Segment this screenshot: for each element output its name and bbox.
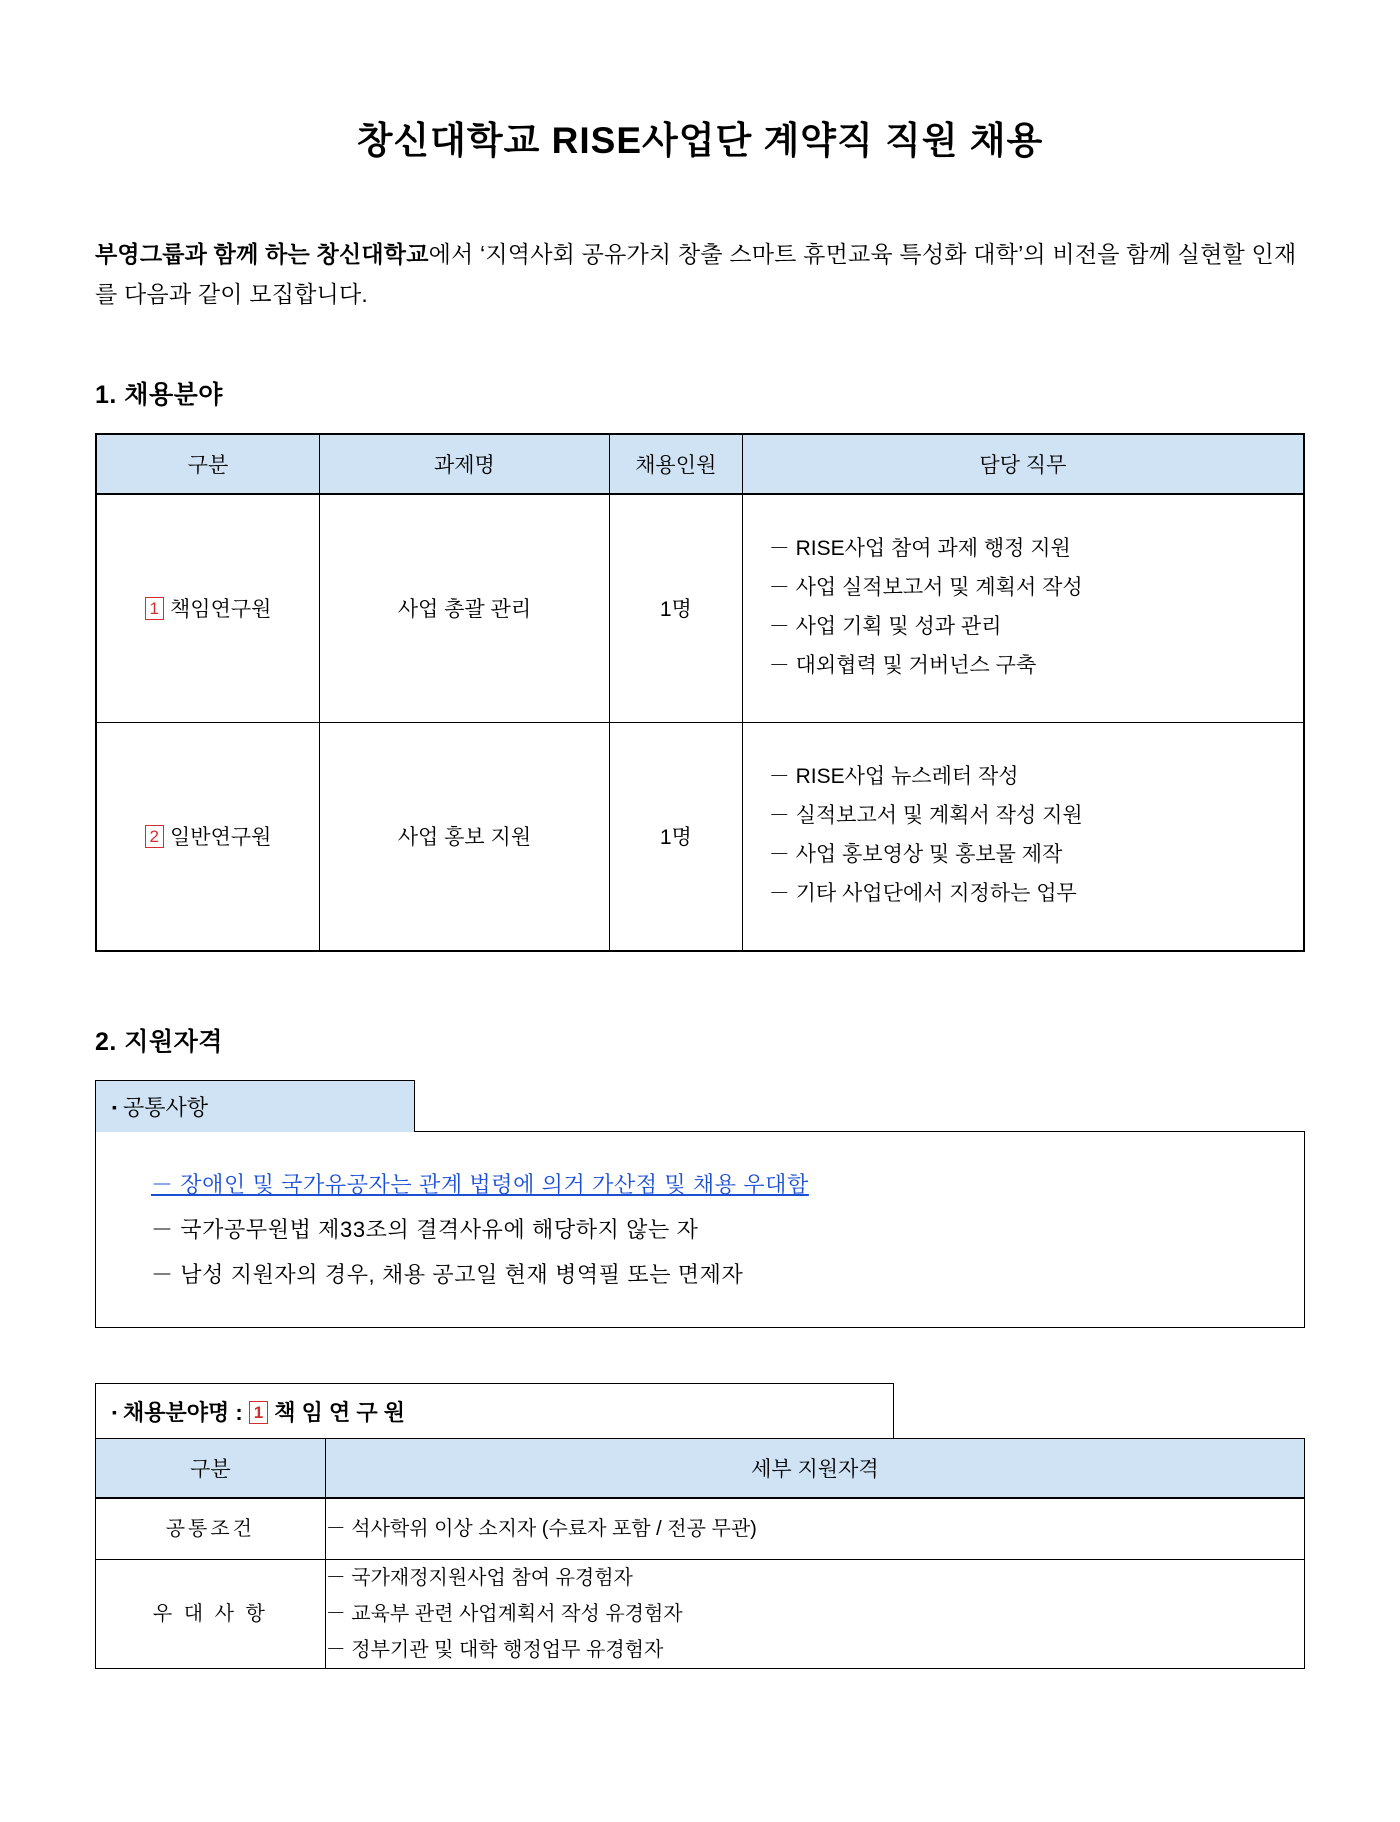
qual-item: － 정부기관 및 대학 행정업무 유경험자 <box>325 1638 664 1661</box>
field1-qualification-table <box>95 1438 1305 1669</box>
duty-item: － 기타 사업단에서 지정하는 업무 <box>768 881 1077 905</box>
cell-duty-1 <box>742 494 1304 723</box>
qual-item: － 석사학위 이상 소지자 (수료자 포함 / 전공 무관) <box>325 1517 757 1540</box>
number-badge-2: 2 <box>145 825 164 848</box>
number-badge-1: 1 <box>249 1401 268 1424</box>
category-label-1: 책임연구원 <box>170 598 272 621</box>
cell-count-2: 1명 <box>609 722 742 951</box>
qual-item: － 국가재정지원사업 참여 유경험자 <box>325 1566 633 1589</box>
cell-task-1: 사업 총괄 관리 <box>319 494 609 723</box>
col-header-category: 구분 <box>96 434 319 494</box>
col-header-duty: 담당 직무 <box>742 434 1304 494</box>
table-header-row <box>96 434 1304 494</box>
spacer <box>95 1328 1305 1383</box>
col-header-details: 세부 지원자격 <box>325 1438 1304 1498</box>
category-label-2: 일반연구원 <box>170 826 272 849</box>
common-requirements-label <box>95 1080 415 1132</box>
cell-qual-details-2 <box>325 1559 1304 1668</box>
cell-category-2 <box>96 722 319 951</box>
cell-qual-category-1: 공통조건 <box>96 1498 326 1560</box>
table-row <box>96 1498 1305 1560</box>
table-row <box>96 722 1304 951</box>
cell-count-1: 1명 <box>609 494 742 723</box>
intro-bold: 부영그룹과 함께 하는 창신대학교 <box>95 241 429 267</box>
intro-rest: 에서 ‘지역사회 공유가치 창출 스마트 휴먼교육 특성화 대학’의 비전을 함께 실현할 인재를 다음과 같이 모집합니다. <box>95 241 1297 308</box>
field1-label-name: 책 임 연 구 원 <box>274 1399 405 1425</box>
common-requirement-item: － 남성 지원자의 경우, 채용 공고일 현재 병역필 또는 면제자 <box>151 1261 744 1287</box>
square-bullet-icon: ▪ <box>112 1403 117 1420</box>
duty-item: － 사업 실적보고서 및 계획서 작성 <box>768 576 1083 600</box>
number-badge-1: 1 <box>145 597 164 620</box>
square-bullet-icon: ▪ <box>112 1098 117 1115</box>
common-requirement-item: － 국가공무원법 제33조의 결격사유에 해당하지 않는 자 <box>151 1216 699 1242</box>
duty-item: － 사업 홍보영상 및 홍보물 제작 <box>768 843 1063 866</box>
duty-item: － 대외협력 및 거버넌스 구축 <box>768 653 1037 677</box>
common-requirement-item-link[interactable]: － 장애인 및 국가유공자는 관계 법령에 의거 가산점 및 채용 우대함 <box>151 1171 809 1197</box>
table-row <box>96 1559 1305 1668</box>
col-header-count: 채용인원 <box>609 434 742 494</box>
cell-task-2: 사업 홍보 지원 <box>319 722 609 951</box>
section-1-heading: 1. 채용분야 <box>95 380 223 409</box>
spacer <box>95 952 1305 1022</box>
cell-category-1 <box>96 494 319 723</box>
common-requirements-label-text: 공통사항 <box>122 1094 208 1120</box>
field1-label-prefix: 채용분야명 : <box>122 1399 249 1425</box>
recruitment-field-table <box>95 433 1305 952</box>
section-2-heading: 2. 지원자격 <box>95 1027 223 1056</box>
intro-paragraph <box>95 234 1305 315</box>
qual-item: － 교육부 관련 사업계획서 작성 유경험자 <box>325 1602 683 1625</box>
cell-qual-details-1 <box>325 1498 1304 1560</box>
cell-duty-2 <box>742 722 1304 951</box>
cell-qual-category-2: 우 대 사 항 <box>96 1559 326 1668</box>
table-row <box>96 494 1304 723</box>
duty-item: － RISE사업 뉴스레터 작성 <box>768 765 1019 789</box>
page-title: 창신대학교 RISE사업단 계약직 직원 채용 <box>356 120 1044 161</box>
duty-item: － RISE사업 참여 과제 행정 지원 <box>768 537 1071 561</box>
field1-label <box>95 1383 894 1439</box>
duty-item: － 실적보고서 및 계획서 작성 지원 <box>768 804 1083 828</box>
duty-item: － 사업 기획 및 성과 관리 <box>768 615 1002 638</box>
col-header-category: 구분 <box>96 1438 326 1498</box>
common-requirements-box <box>95 1131 1305 1328</box>
col-header-task: 과제명 <box>319 434 609 494</box>
table-header-row <box>96 1438 1305 1498</box>
